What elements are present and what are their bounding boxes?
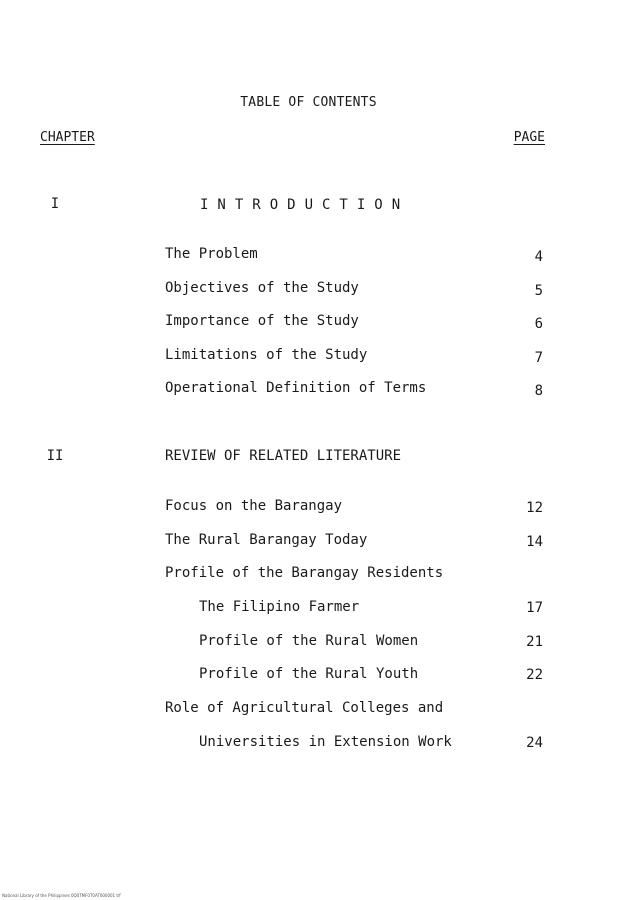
toc-page-number: 6 [534, 316, 543, 332]
toc-subentry: Profile of the Rural Women [199, 633, 419, 649]
toc-entry: Operational Definition of Terms [165, 380, 427, 396]
chapter-number-2: II [46, 448, 64, 464]
toc-entry: Role of Agricultural Colleges and [165, 700, 444, 716]
chapter-title-2: REVIEW OF RELATED LITERATURE [165, 448, 402, 464]
toc-page-number: 24 [526, 735, 543, 751]
toc-entry: Focus on the Barangay [165, 498, 343, 514]
toc-subentry: The Filipino Farmer [199, 599, 360, 615]
chapter-title-1: INTRODUCTION [200, 197, 410, 213]
toc-entry: The Rural Barangay Today [165, 532, 368, 548]
toc-entry: Limitations of the Study [165, 347, 368, 363]
toc-page-number: 12 [526, 500, 543, 516]
toc-subentry: Universities in Extension Work [199, 734, 452, 750]
toc-page-number: 17 [526, 600, 543, 616]
toc-entry: Profile of the Barangay Residents [165, 565, 444, 581]
toc-page-number: 21 [526, 634, 543, 650]
toc-page-number: 8 [534, 383, 543, 399]
page-column-header: PAGE [513, 130, 545, 145]
scan-footer: National Library of the Philippines 0Q0TMF0T0AT000001 t/f [2, 893, 121, 898]
chapter-column-header: CHAPTER [40, 130, 95, 145]
toc-entry: The Problem [165, 246, 258, 262]
toc-page-number: 5 [534, 283, 543, 299]
toc-page-number: 7 [534, 350, 543, 366]
toc-entry: Importance of the Study [165, 313, 359, 329]
toc-entry: Objectives of the Study [165, 280, 359, 296]
toc-page-number: 14 [526, 534, 543, 550]
toc-subentry: Profile of the Rural Youth [199, 666, 419, 682]
toc-title: TABLE OF CONTENTS [240, 95, 377, 110]
toc-page-number: 4 [534, 249, 543, 265]
toc-page-number: 22 [526, 667, 543, 683]
chapter-number-1: I [50, 196, 60, 212]
